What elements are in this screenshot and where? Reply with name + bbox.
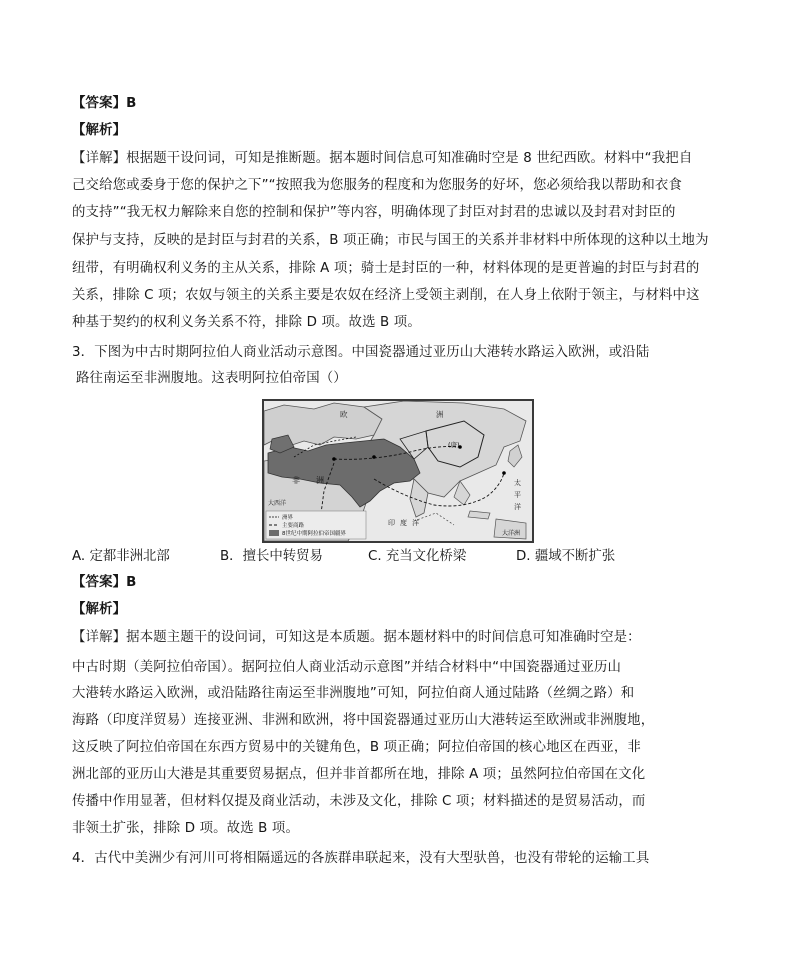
- map-label-indian-ocean: 洋: [412, 519, 419, 527]
- question-stem: 路往南运至非洲腹地。这表明阿拉伯帝国（）: [76, 371, 347, 386]
- explanation-line: 关系，排除 C 项；农奴与领主的关系主要是农奴在经济上受领主剥削，在人身上依附于领主，与材料中这: [72, 288, 700, 303]
- legend-continent-boundary: 洲界: [282, 515, 294, 521]
- map-label-indian-ocean: 印: [388, 519, 395, 527]
- map-label-africa: 非: [292, 476, 300, 485]
- explanation-line: 纽带，有明确权利义务的主从关系，排除 A 项；骑士是封臣的一种，材料体现的是更普遍的封臣与封君的: [72, 261, 700, 276]
- explanation-line: 种基于契约的权利义务关系不符，排除 D 项。故选 B 项。: [72, 315, 421, 330]
- option-b: B．擅长中转贸易: [220, 549, 323, 564]
- option-a: A. 定都非洲北部: [72, 549, 170, 564]
- analysis-label: 【解析】: [72, 123, 127, 138]
- map-label-europe: 欧: [340, 410, 348, 419]
- map-label-asia: 洲: [436, 410, 444, 419]
- explanation-line: 的支持”“我无权力解除来自您的控制和保护”等内容，明确体现了封臣对封君的忠诚以及封君对封臣的: [72, 205, 676, 220]
- explanation-line: 这反映了阿拉伯帝国在东西方贸易中的关键角色，B 项正确；阿拉伯帝国的核心地区在西亚，非: [72, 740, 641, 755]
- map-label-atlantic: 大西洋: [268, 500, 287, 507]
- answer-label: 【答案】B: [72, 575, 137, 590]
- option-d: D. 疆域不断扩张: [516, 549, 616, 564]
- analysis-label: 【解析】: [72, 602, 127, 617]
- explanation-line: 大港转水路运入欧洲，或沿陆路往南运至非洲腹地”可知，阿拉伯商人通过陆路（丝绸之路）和: [72, 686, 635, 701]
- question-stem: 3．下图为中古时期阿拉伯人商业活动示意图。中国瓷器通过亚历山大港转水路运入欧洲，或沿陆: [72, 345, 650, 360]
- explanation-line: 洲北部的亚历山大港是其重要贸易据点，但并非首都所在地，排除 A 项；虽然阿拉伯帝国在文化: [72, 767, 646, 782]
- option-c: C. 充当文化桥梁: [368, 549, 467, 564]
- map-label-africa: 洲: [316, 476, 324, 485]
- explanation-line: 己交给您或委身于您的保护之下”“按照我为您服务的程度和为您服务的好坏，您必须给我以帮助和衣食: [72, 178, 682, 193]
- map-label-oceania: 大洋洲: [502, 530, 521, 537]
- explanation-line: 保护与支持，反映的是封臣与封君的关系，B 项正确；市民与国王的关系并非材料中所体现的这种以土地为: [72, 233, 709, 248]
- answer-label: 【答案】B: [72, 96, 137, 111]
- explanation-line: 传播中作用显著，但材料仅提及商业活动，未涉及文化，排除 C 项；材料描述的是贸易活动，而: [72, 794, 646, 809]
- map-label-china: (唐): [448, 441, 460, 449]
- map-label-pacific: 洋: [514, 503, 521, 511]
- explanation-line: 【详解】据本题主题干的设问词，可知这是本质题。据本题材料中的时间信息可知准确时空是：: [72, 630, 641, 645]
- explanation-line: 海路（印度洋贸易）连接亚洲、非洲和欧洲，将中国瓷器通过亚历山大港转运至欧洲或非洲腹地，: [72, 713, 655, 728]
- map-label-indian-ocean: 度: [400, 519, 407, 527]
- legend-empire-border: 8世纪中期阿拉伯帝国疆界: [282, 531, 347, 537]
- map-label-pacific: 平: [514, 491, 521, 499]
- question-stem: 4．古代中美洲少有河川可将相隔遥远的各族群串联起来，没有大型驮兽，也没有带轮的运输工具: [72, 851, 650, 866]
- trade-route-map: [262, 399, 534, 543]
- explanation-line: 中古时期（美阿拉伯帝国）。据阿拉伯人商业活动示意图”并结合材料中“中国瓷器通过亚历山: [72, 660, 622, 675]
- map-label-pacific: 太: [514, 479, 521, 487]
- explanation-line: 非领土扩张，排除 D 项。故选 B 项。: [72, 821, 299, 836]
- legend-trade-route: 主要商路: [282, 523, 305, 529]
- explanation-line: 【详解】根据题干设问词，可知是推断题。据本题时间信息可知准确时空是 8 世纪西欧。材料中“我把自: [72, 151, 693, 166]
